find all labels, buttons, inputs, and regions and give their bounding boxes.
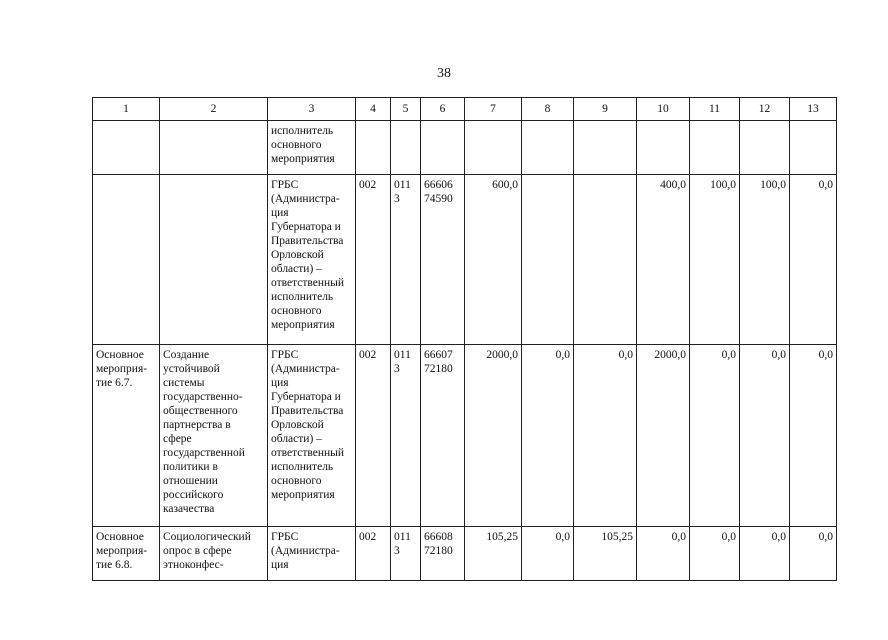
amount-total-cell: 2000,0 [465,345,522,527]
amount-cell: 0,0 [637,527,690,581]
event-name-cell [93,121,160,175]
amount-cell [522,175,574,345]
event-description-cell [160,175,268,345]
responsible-cell: ГРБС (Администра- ция Губернатора и Правительства Орловской области) – ответственный исполнитель основного мероприятия [268,175,356,345]
header-cell: 2 [160,98,268,121]
amount-cell [740,121,790,175]
amount-cell: 0,0 [740,345,790,527]
header-cell: 1 [93,98,160,121]
table-row [93,121,837,175]
header-cell: 9 [574,98,637,121]
table-row [93,345,837,527]
amount-total-cell [465,121,522,175]
header-cell: 13 [790,98,837,121]
header-cell: 8 [522,98,574,121]
target-code-cell [421,121,465,175]
amount-cell: 100,0 [690,175,740,345]
responsible-cell: исполнитель основного мероприятия [268,121,356,175]
amount-cell: 0,0 [690,345,740,527]
table-row [93,527,837,581]
amount-cell: 0,0 [574,345,637,527]
section-code-cell: 011 3 [391,345,421,527]
header-cell: 6 [421,98,465,121]
amount-cell: 105,25 [574,527,637,581]
event-name-cell: Основное мероприя- тие 6.8. [93,527,160,581]
amount-cell [790,121,837,175]
amount-cell: 0,0 [740,527,790,581]
responsible-cell: ГРБС (Администра- ция [268,527,356,581]
budget-table [92,97,837,581]
grbs-code-cell: 002 [356,345,391,527]
table-header-row [93,98,837,121]
grbs-code-cell [356,121,391,175]
header-cell: 7 [465,98,522,121]
amount-cell: 0,0 [690,527,740,581]
event-description-cell: Создание устойчивой системы государственно- общественного партнерства в сфере государственной политики в отношении российского казачества [160,345,268,527]
amount-cell: 0,0 [790,175,837,345]
amount-cell: 0,0 [790,527,837,581]
section-code-cell: 011 3 [391,175,421,345]
amount-cell: 0,0 [790,345,837,527]
header-cell: 10 [637,98,690,121]
amount-cell [574,175,637,345]
header-cell: 3 [268,98,356,121]
amount-cell: 0,0 [522,527,574,581]
amount-cell [637,121,690,175]
event-name-cell [93,175,160,345]
event-name-cell: Основное мероприя- тие 6.7. [93,345,160,527]
target-code-cell: 66608 72180 [421,527,465,581]
table-row [93,175,837,345]
amount-cell: 2000,0 [637,345,690,527]
responsible-cell: ГРБС (Администра- ция Губернатора и Правительства Орловской области) – ответственный исполнитель основного мероприятия [268,345,356,527]
section-code-cell: 011 3 [391,527,421,581]
amount-cell [690,121,740,175]
amount-total-cell: 600,0 [465,175,522,345]
grbs-code-cell: 002 [356,527,391,581]
header-cell: 5 [391,98,421,121]
amount-cell [574,121,637,175]
target-code-cell: 66607 72180 [421,345,465,527]
target-code-cell: 66606 74590 [421,175,465,345]
section-code-cell [391,121,421,175]
amount-total-cell: 105,25 [465,527,522,581]
page-number: 38 [437,66,451,81]
amount-cell: 100,0 [740,175,790,345]
event-description-cell [160,121,268,175]
amount-cell: 0,0 [522,345,574,527]
header-cell: 11 [690,98,740,121]
amount-cell [522,121,574,175]
header-cell: 12 [740,98,790,121]
event-description-cell: Социологический опрос в сфере этноконфес- [160,527,268,581]
header-cell: 4 [356,98,391,121]
amount-cell: 400,0 [637,175,690,345]
grbs-code-cell: 002 [356,175,391,345]
